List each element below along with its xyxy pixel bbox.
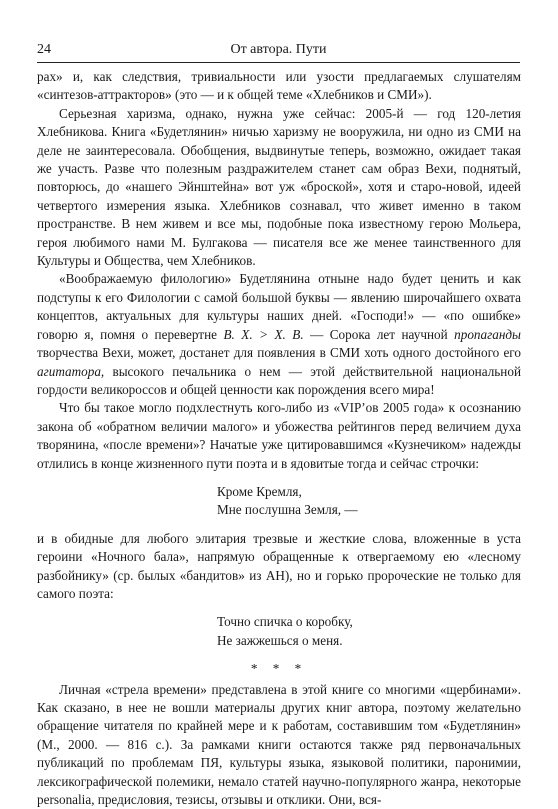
page-body xyxy=(37,68,521,809)
page-number: 24 xyxy=(37,42,51,57)
verse-line: Кроме Кремля, xyxy=(217,483,302,499)
paragraph-text: — Сорока лет научной xyxy=(303,326,455,342)
running-title: От автора. Пути xyxy=(230,42,327,57)
verse-line: Не зажжешься о меня. xyxy=(217,632,343,648)
verse-line: Точно спичка о коробку, xyxy=(217,614,353,630)
paragraph: Серьезная харизма, однако, нужна уже сейчас: 2005-й — год 120-летия Хлебникова. Книга «Будетлянин» ничью харизму не вооружила, ни одно из СМИ на деле не заинтересовала. Обобщения, выдвинутые теперь, возможно, ожидает такая же участь. Разве что полезным раздражителем станет сам образ Вехи, поднятый, повторюсь, до «нашего Эйнштейна» вот уж «броской», хотя и старо-новой, идеей четвертого измерения языка. Хлебников сознавал, что живет именно в таком пространстве. В нем живем и все мы, подобные пока известному герою Мольера, героя любимого нами М. Булгакова — писателя все же менее таинственного для Культуры и Общества, чем Хлебников. xyxy=(37,105,521,269)
paragraph: и в обидные для любого элитария трезвые и жесткие слова, вложенные в уста героини «Ночного бала», напрямую обращенные к отвергаемому ею «лесному разбойнику» (ср. былых «бандитов» из АН), но и горько пророческие не только для самого поэта: xyxy=(37,530,521,601)
verse-quote xyxy=(217,483,521,520)
running-header xyxy=(37,40,520,63)
italic-propaganda: пропаганды xyxy=(454,326,521,342)
paragraph: Личная «стрела времени» представлена в этой книге со многими «щербинами». Как сказано, в нее не вошли материалы других книг автора, поэтому желательно обращение читателя по крайней мере и к работам, составившим том «Будетлянин» (М., 2000. — 816 с.). За рамками книги остаются также ряд первоначальных публикаций по проблемам ПЯ, культуры языка, языковой политики, паронимии, лексикографической полемики, немало статей научно-популярного жанра, некоторые personalia, предисловия, тезисы, отзывы и отклики. Они, вся- xyxy=(37,681,521,808)
section-separator: * * * xyxy=(250,661,308,677)
paragraph-text: творчества Вехи, может, достанет для появления в СМИ хоть одного достойного его xyxy=(37,345,521,361)
paragraph-text: высокого печальника о нем — этой действительной национальной гордости великороссов и общей ценности как порождения всего мира! xyxy=(37,363,521,397)
verse-quote xyxy=(217,613,521,650)
paragraph-text: «Воображаемую филологию» Будетлянина отныне надо будет ценить и как подступы к его Филологии с самой большой буквы — явлению широчайшего охвата концептов, актуальных для культуры наших дней. «Господи!» — «по ошибке» говорю я, помня о перевертне xyxy=(37,271,521,342)
italic-agitator: агитатора, xyxy=(37,363,105,379)
verse-line: Мне послушна Земля, — xyxy=(217,502,358,518)
italic-palindrome: В. Х. > Х. В. xyxy=(223,326,304,342)
paragraph: Что бы такое могло подхлестнуть кого-либо из «VIP’ов 2005 года» к осознанию закона об «обратном величии малого» и убожества рейтингов перед величием духа творянина, «после времени»? Начатые уже цитировавшимся «Кузнечиком» надежды отлились в конце жизненного пути поэта и в ядовитые тогда и сейчас строчки: xyxy=(37,400,521,471)
paragraph xyxy=(37,270,521,399)
paragraph: рах» и, как следствия, тривиальности или узости предлагаемых слушателям «синтезов-аттракторов» (это — и к общей теме «Хлебников и СМИ»). xyxy=(37,69,521,103)
